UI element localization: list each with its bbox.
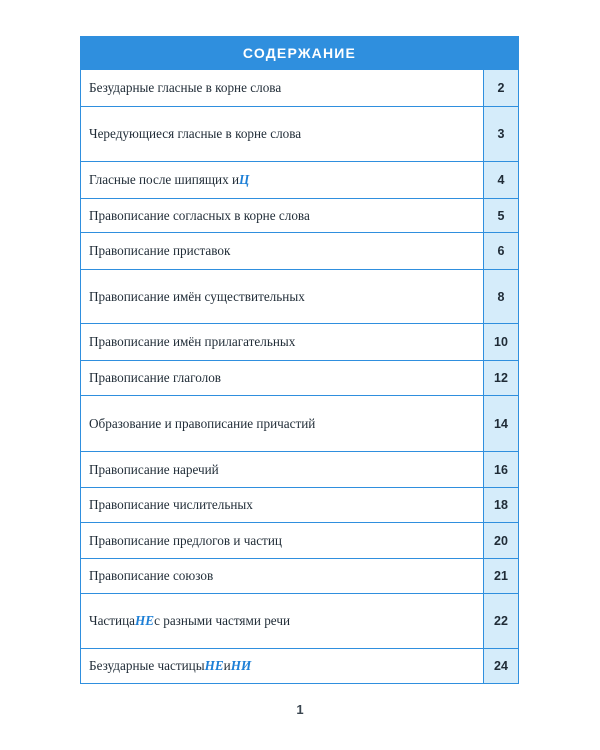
toc-entry-highlight: НЕ: [204, 658, 224, 673]
toc-row[interactable]: [81, 648, 518, 683]
toc-row[interactable]: [81, 323, 518, 360]
toc-row[interactable]: [81, 269, 518, 323]
toc-row[interactable]: [81, 360, 518, 395]
toc-row[interactable]: [81, 161, 518, 198]
toc-row[interactable]: [81, 593, 518, 648]
toc-entry-title: [81, 199, 483, 232]
table-of-contents: [80, 36, 519, 684]
toc-entry-title: [81, 107, 483, 161]
toc-row[interactable]: [81, 232, 518, 269]
toc-entry-text: Правописание глаголов: [89, 370, 222, 385]
toc-entry-text: Частица: [89, 613, 136, 628]
toc-entry-title: [81, 361, 483, 395]
toc-row[interactable]: [81, 106, 518, 161]
toc-page-number: 22: [483, 594, 518, 648]
toc-entry-text-continued: с разными частями речи: [154, 613, 291, 628]
toc-page-number: 21: [483, 559, 518, 593]
toc-page-number: 20: [483, 523, 518, 558]
toc-entry-text: Чередующиеся гласные в корне слова: [89, 126, 302, 141]
toc-entry-title: [81, 70, 483, 106]
toc-row[interactable]: [81, 395, 518, 451]
toc-entry-title: [81, 452, 483, 487]
toc-entry-title: [81, 594, 483, 648]
toc-row[interactable]: [81, 558, 518, 593]
toc-entry-highlight: Ц: [239, 172, 250, 187]
toc-row[interactable]: [81, 69, 518, 106]
toc-header: [81, 37, 518, 69]
toc-page-number: 8: [483, 270, 518, 323]
toc-page-number: 5: [483, 199, 518, 232]
toc-entry-text: Правописание имён существительных: [89, 288, 305, 304]
toc-entry-text: Правописание союзов: [89, 568, 214, 583]
toc-entry-title: [81, 488, 483, 522]
toc-page-number: 10: [483, 324, 518, 360]
toc-page-number: 24: [483, 649, 518, 683]
toc-entry-title: [81, 559, 483, 593]
page-number: 1: [296, 702, 304, 717]
toc-page-number: 14: [483, 396, 518, 451]
toc-entry-text: Правописание согласных в корне слова: [89, 207, 310, 223]
toc-page-number: 16: [483, 452, 518, 487]
toc-page-number: 3: [483, 107, 518, 161]
toc-header-title: СОДЕРЖАНИЕ: [242, 45, 357, 61]
toc-entry-text: Безударные частицы: [89, 658, 205, 673]
toc-page-number: 4: [483, 162, 518, 198]
toc-row[interactable]: [81, 522, 518, 558]
toc-entry-highlight: НЕ: [135, 613, 155, 628]
toc-entry-text: Правописание предлогов и частиц: [89, 532, 282, 548]
toc-page-number: 12: [483, 361, 518, 395]
toc-entry-title: [81, 396, 483, 451]
toc-entry-highlight-second: НИ: [230, 658, 252, 673]
toc-entry-text: Гласные после шипящих и: [89, 172, 240, 187]
toc-entry-title: [81, 324, 483, 360]
toc-entry-text: Правописание числительных: [89, 497, 253, 512]
toc-row[interactable]: [81, 451, 518, 487]
toc-entry-text: Правописание наречий: [89, 461, 219, 477]
toc-entry-text-continued: и: [223, 658, 231, 673]
toc-entry-text: Правописание приставок: [89, 243, 231, 258]
toc-entry-title: [81, 523, 483, 558]
toc-entry-text: Образование и правописание причастий: [89, 415, 316, 431]
toc-entry-title: [81, 270, 483, 323]
toc-page-number: 2: [483, 70, 518, 106]
toc-entry-title: [81, 649, 483, 683]
toc-page-number: 6: [483, 233, 518, 269]
toc-entry-title: [81, 233, 483, 269]
toc-entry-text: Правописание имён прилагательных: [89, 334, 296, 349]
toc-page-number: 18: [483, 488, 518, 522]
toc-entry-title: [81, 162, 483, 198]
toc-row[interactable]: [81, 198, 518, 232]
toc-entry-text: Безударные гласные в корне слова: [89, 80, 282, 95]
toc-row[interactable]: [81, 487, 518, 522]
